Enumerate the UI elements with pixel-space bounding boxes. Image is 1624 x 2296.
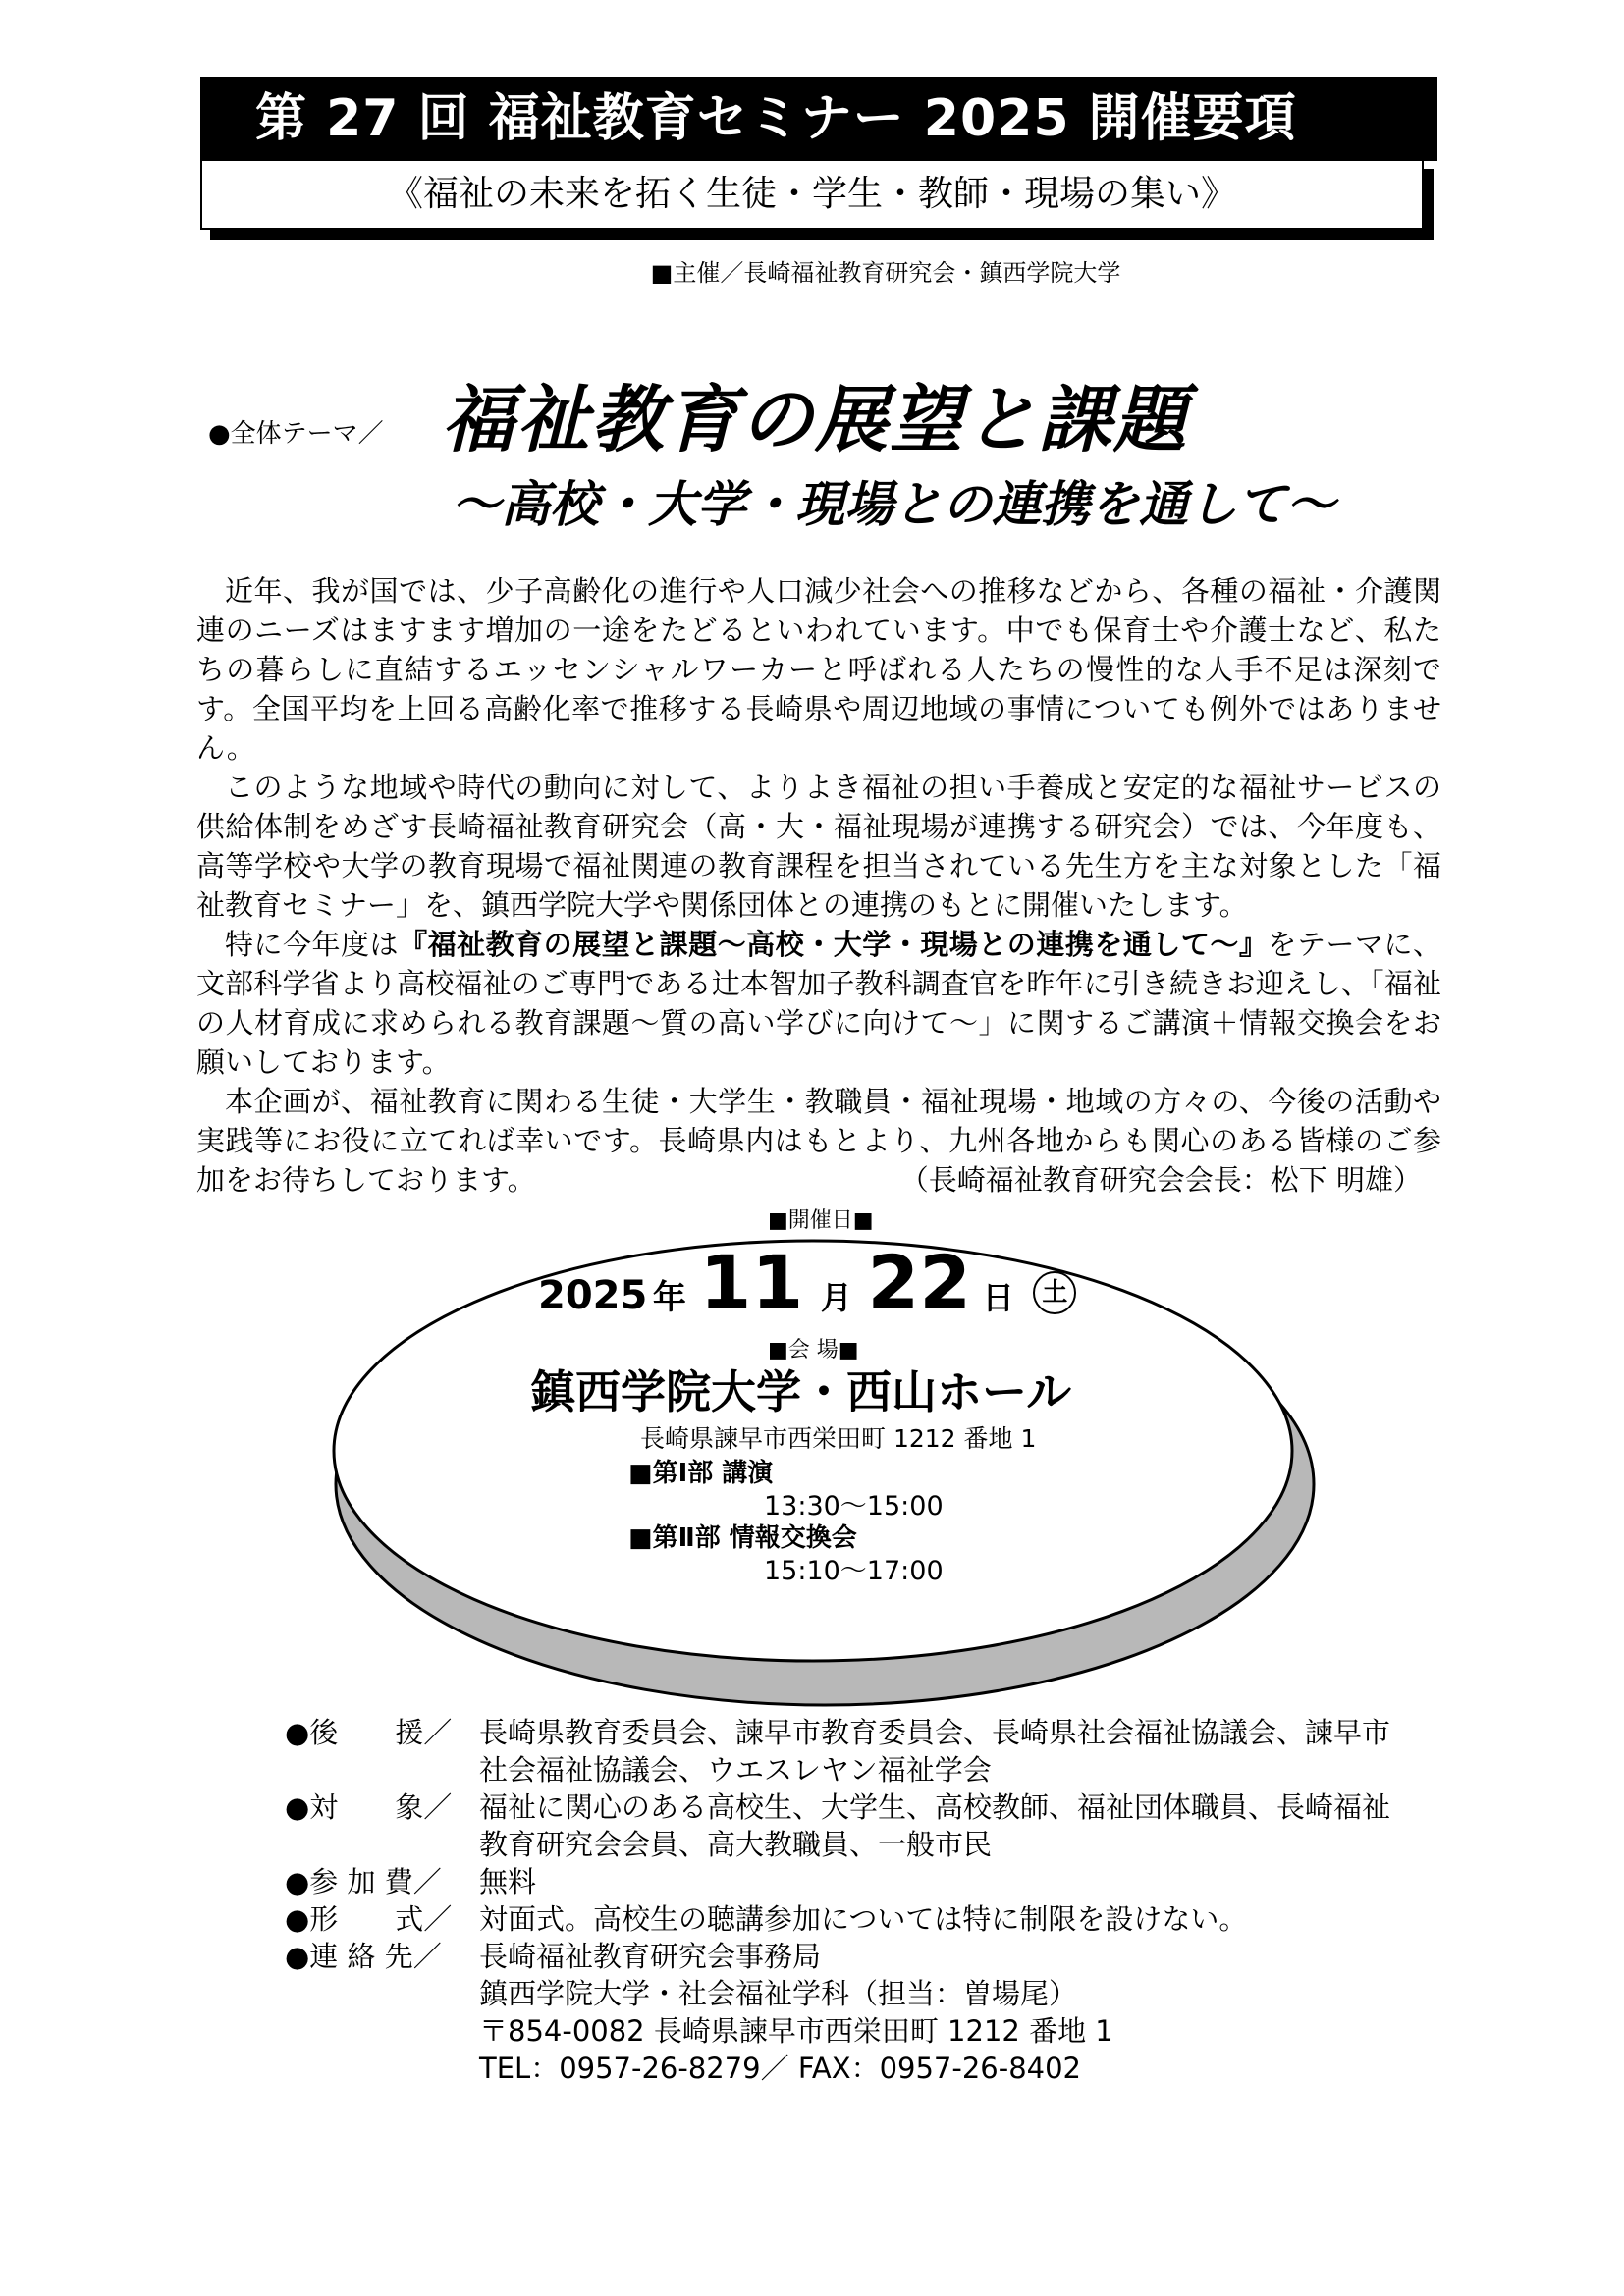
part2-label: ■第Ⅱ部 情報交換会: [628, 1523, 857, 1553]
detail-label: ●後 援／: [285, 1716, 453, 1749]
intro-paragraph-1: 近年、我が国では、少子高齢化の進行や人口減少社会への推移などから、各種の福祉・介護関連のニーズはますます増加の一途をたどるといわれています。中でも保育士や介護士など、私たちの暮らしに直結するエッセンシャルワーカーと呼ばれる人たちの慢性的な人手不足は深刻です。全国平均を上回る高齢化率で推移する長崎県や周辺地域の事情についても例外ではありません。: [196, 574, 1441, 765]
detail-value: 長崎県教育委員会、諫早市教育委員会、長崎県社会福祉協議会、諫早市: [479, 1716, 1391, 1749]
intro-p3-post: をテーマに、文部科学省より高校福祉のご専門である辻本智加子教科調査官を昨年に引き続きお迎えし、「福祉の人材育成に求められる教育課題～質の高い学びに向けて～」に関するご講演＋情報交換会をお願いしております。: [196, 928, 1441, 1079]
theme-label: ●全体テーマ／: [208, 419, 384, 449]
detail-value: 〒854-0082 長崎県諫早市西栄田町 1212 番地 1: [479, 2014, 1113, 2048]
intro-paragraph-2: このような地域や時代の動向に対して、よりよき福祉の担い手養成と安定的な福祉サービスの供給体制をめざす長崎福祉教育研究会（高・大・福祉現場が連携する研究会）では、今年度も、高等学校や大学の教育現場で福祉関連の教育課程を担当されている先生方を主な対象とした「福祉教育セミナー」を、鎮西学院大学や関係団体との連携のもとに開催いたします。: [196, 771, 1441, 922]
intro-p3-theme: 『福祉教育の展望と課題～高校・大学・現場との連携を通して～』: [399, 928, 1269, 961]
part2-time: 15:10～17:00: [764, 1556, 944, 1586]
venue-name: 鎮西学院大学・西山ホール: [530, 1365, 1072, 1418]
theme-subtitle: ～高校・大学・現場との連携を通して～: [452, 476, 1335, 533]
detail-value: 対面式。高校生の聴講参加については特に制限を設けない。: [479, 1902, 1248, 1936]
detail-value: 教育研究会会員、高大教職員、一般市民: [479, 1828, 993, 1861]
detail-value: 長崎福祉教育研究会事務局: [479, 1940, 822, 1973]
venue-label: ■会 場■: [768, 1338, 859, 1362]
date-month-unit: 月: [820, 1279, 852, 1316]
date-year-unit: 年: [652, 1278, 686, 1317]
detail-row-fee: [285, 1863, 1463, 1900]
event-date: [538, 1239, 1076, 1327]
detail-value: 鎮西学院大学・社会福祉学科（担当：曽場尾）: [479, 1977, 1078, 2010]
date-month: 11: [699, 1239, 804, 1326]
detail-label: ●対 象／: [285, 1790, 453, 1824]
part1-time: 13:30～15:00: [764, 1491, 944, 1522]
signature: （長崎福祉教育研究会会長：松下 明雄）: [899, 1163, 1422, 1197]
detail-value: 福祉に関心のある高校生、大学生、高校教師、福祉団体職員、長崎福祉: [479, 1790, 1391, 1824]
detail-value: 無料: [479, 1865, 537, 1898]
part1-label: ■第Ⅰ部 講演: [628, 1459, 774, 1488]
date-day: 22: [867, 1239, 972, 1326]
organizer: ■主催／長崎福祉教育研究会・鎮西学院大学: [650, 259, 1121, 287]
detail-row-contact: [285, 1938, 1463, 2087]
detail-label: ●形 式／: [285, 1902, 453, 1936]
venue-address: 長崎県諫早市西栄田町 1212 番地 1: [640, 1424, 1037, 1453]
theme-title: 福祉教育の展望と課題: [442, 378, 1188, 462]
detail-label: ●参 加 費／: [285, 1865, 442, 1898]
weekday-badge: 土: [1033, 1271, 1076, 1314]
detail-row-format: [285, 1900, 1463, 1938]
date-label: ■開催日■: [768, 1208, 874, 1233]
detail-value: 社会福祉協議会、ウエスレヤン福祉学会: [479, 1753, 992, 1787]
detail-row-support: [285, 1714, 1463, 1789]
detail-value: TEL：0957-26-8279／ FAX：0957-26-8402: [479, 2052, 1082, 2085]
detail-row-target: [285, 1789, 1463, 1863]
detail-label: ●連 絡 先／: [285, 1940, 442, 1973]
subtitle: 《福祉の未来を拓く生徒・学生・教師・現場の集い》: [200, 159, 1424, 230]
date-day-unit: 日: [982, 1279, 1014, 1316]
date-year: 2025: [538, 1273, 648, 1318]
page-title: 第 27 回 福祉教育セミナー 2025 開催要項: [200, 77, 1437, 161]
intro-paragraph-4: 本企画が、福祉教育に関わる生徒・大学生・教職員・福祉現場・地域の方々の、今後の活動や実践等にお役に立てれば幸いです。長崎県内はもとより、九州各地からも関心のある皆様のご参加をお待ちしております。: [196, 1085, 1441, 1197]
intro-p3-pre: 特に今年度は: [225, 928, 400, 961]
event-details: [285, 1714, 1463, 2087]
